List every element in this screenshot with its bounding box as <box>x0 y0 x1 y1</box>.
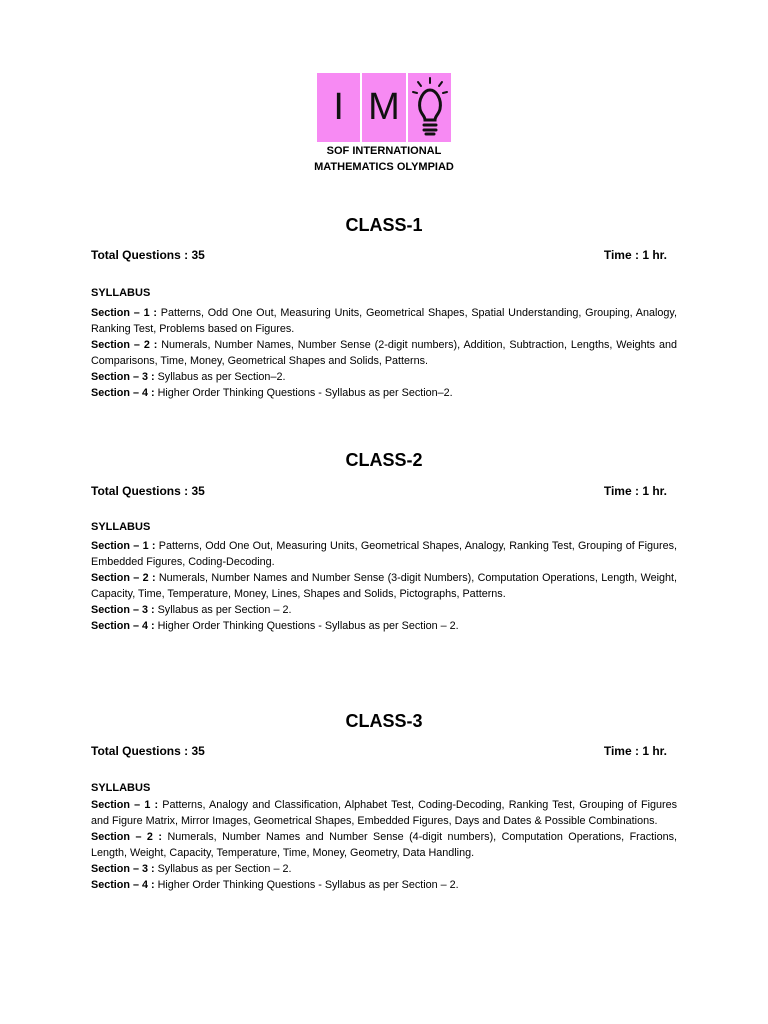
class-2-title: CLASS-2 <box>345 450 423 470</box>
section-text: Syllabus as per Section – 2. <box>154 604 292 616</box>
section-text: Numerals, Number Names and Number Sense (3-digit Numbers), Computation Operations, Length, Weight, Capacity, Time, Temperature, Money, Lines, Shapes and Solids, Pictographs, Patterns. <box>91 572 677 600</box>
section-text: Syllabus as per Section – 2. <box>154 863 292 875</box>
org-name-line1: SOF INTERNATIONAL <box>326 145 442 157</box>
class-3-syllabus-heading: SYLLABUS <box>91 782 151 794</box>
section-text: Patterns, Odd One Out, Measuring Units, Geometrical Shapes, Spatial Understanding, Grouping, Analogy, Ranking Test, Problems based on Figures. <box>91 307 677 335</box>
section-text: Numerals, Number Names and Number Sense (4-digit numbers), Computation Operations, Fractions, Length, Weight, Capacity, Temperature, Time, Money, Geometry, Data Handling. <box>91 831 677 859</box>
section-3 <box>91 369 677 385</box>
section-1 <box>91 797 677 829</box>
lightbulb-icon <box>410 75 450 139</box>
section-3 <box>91 602 677 618</box>
logo-letter-m: M <box>368 86 400 128</box>
section-label: Section – 4 : <box>91 387 155 399</box>
section-4 <box>91 385 677 401</box>
time-limit: Time : 1 hr. <box>603 744 667 758</box>
section-label: Section – 3 : <box>91 604 155 616</box>
section-2 <box>91 337 677 369</box>
total-questions: Total Questions : 35 <box>91 248 205 262</box>
section-1 <box>91 305 677 337</box>
class-3-sections <box>91 797 677 893</box>
logo-tile-i <box>317 73 360 142</box>
section-1 <box>91 538 677 570</box>
section-label: Section – 1 : <box>91 307 157 319</box>
section-label: Section – 2 : <box>91 572 156 584</box>
imo-logo <box>317 73 451 142</box>
org-name-line2: MATHEMATICS OLYMPIAD <box>314 161 454 173</box>
class-1-syllabus-heading: SYLLABUS <box>91 287 151 299</box>
section-3 <box>91 861 677 877</box>
class-2-sections <box>91 538 677 634</box>
class-1-meta <box>91 248 667 262</box>
section-label: Section – 3 : <box>91 371 155 383</box>
class-2-syllabus-heading: SYLLABUS <box>91 521 151 533</box>
section-text: Patterns, Odd One Out, Measuring Units, Geometrical Shapes, Analogy, Ranking Test, Grouping of Figures, Embedded Figures, Coding-Decoding. <box>91 540 677 568</box>
section-text: Syllabus as per Section–2. <box>154 371 286 383</box>
logo-letter-i: I <box>333 86 344 128</box>
section-4 <box>91 877 677 893</box>
section-label: Section – 3 : <box>91 863 155 875</box>
section-label: Section – 2 : <box>91 339 158 351</box>
section-label: Section – 2 : <box>91 831 162 843</box>
time-limit: Time : 1 hr. <box>603 248 667 262</box>
section-2 <box>91 570 677 602</box>
total-questions: Total Questions : 35 <box>91 744 205 758</box>
section-text: Patterns, Analogy and Classification, Alphabet Test, Coding-Decoding, Ranking Test, Grouping of Figures and Figure Matrix, Mirror Images, Geometrical Shapes, Embedded Figures, Days and Dates & Possible Combinations. <box>91 799 677 827</box>
section-label: Section – 1 : <box>91 540 156 552</box>
section-text: Higher Order Thinking Questions - Syllabus as per Section – 2. <box>154 620 459 632</box>
section-label: Section – 4 : <box>91 620 155 632</box>
total-questions: Total Questions : 35 <box>91 484 205 498</box>
class-3-meta <box>91 744 667 758</box>
time-limit: Time : 1 hr. <box>603 484 667 498</box>
logo-tile-m <box>362 73 405 142</box>
class-3-title: CLASS-3 <box>345 711 423 731</box>
section-text: Numerals, Number Names, Number Sense (2-digit numbers), Addition, Subtraction, Lengths, Weights and Comparisons, Time, Money, Geometrical Shapes and Solids, Patterns. <box>91 339 677 367</box>
section-text: Higher Order Thinking Questions - Syllabus as per Section – 2. <box>154 879 459 891</box>
logo-tile-o <box>408 73 451 142</box>
section-text: Higher Order Thinking Questions - Syllabus as per Section–2. <box>154 387 453 399</box>
section-4 <box>91 618 677 634</box>
section-2 <box>91 829 677 861</box>
class-1-sections <box>91 305 677 401</box>
class-1-title: CLASS-1 <box>345 215 423 235</box>
class-2-meta <box>91 484 667 498</box>
section-label: Section – 4 : <box>91 879 155 891</box>
section-label: Section – 1 : <box>91 799 159 811</box>
